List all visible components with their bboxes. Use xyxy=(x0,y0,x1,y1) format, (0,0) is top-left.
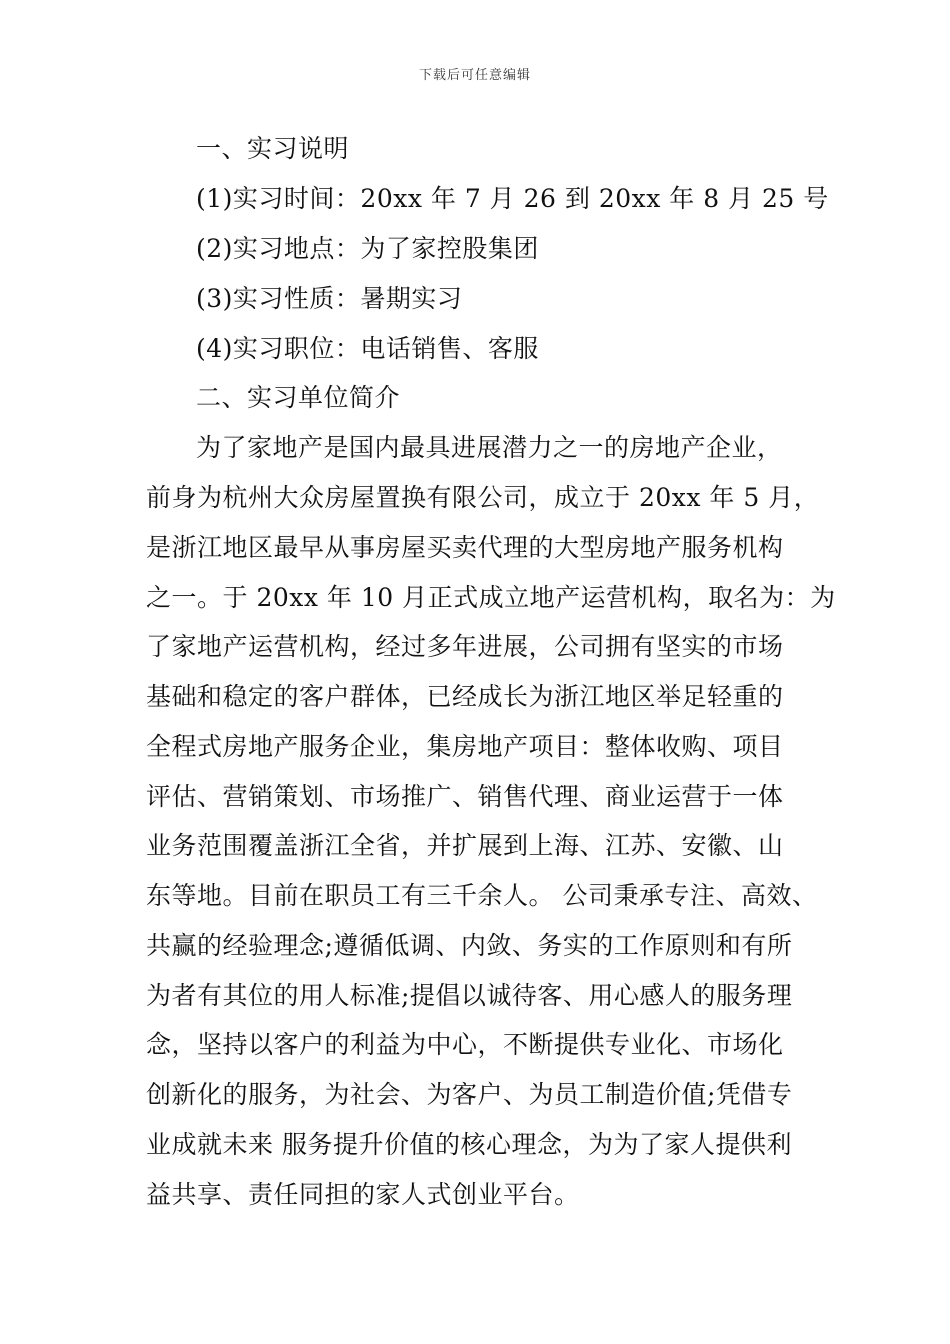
paragraph-line: 为者有其位的用人标准;提倡以诚待客、用心感人的服务理 xyxy=(146,981,793,1010)
paragraph-line: 全程式房地产服务企业，集房地产项目：整体收购、项目 xyxy=(146,732,784,761)
internship-position-line: (4)实习职位：电话销售、客服 xyxy=(196,334,539,363)
section-heading-internship-description: 一、实习说明 xyxy=(196,134,350,163)
paragraph-line: 东等地。目前在职员工有三千余人。 公司秉承专注、高效、 xyxy=(146,881,818,910)
paragraph-line: 基础和稳定的客户群体，已经成长为浙江地区举足轻重的 xyxy=(146,682,784,711)
paragraph-line: 是浙江地区最早从事房屋买卖代理的大型房地产服务机构 xyxy=(146,533,784,562)
section-heading-company-intro: 二、实习单位简介 xyxy=(196,383,401,412)
paragraph-line: 业成就未来 服务提升价值的核心理念，为为了家人提供利 xyxy=(146,1130,792,1159)
internship-location-line: (2)实习地点：为了家控股集团 xyxy=(196,234,539,263)
paragraph-line: 业务范围覆盖浙江全省，并扩展到上海、江苏、安徽、山 xyxy=(146,831,784,860)
internship-time-line: (1)实习时间：20xx 年 7 月 26 到 20xx 年 8 月 25 号 xyxy=(196,184,829,213)
internship-nature-line: (3)实习性质：暑期实习 xyxy=(196,284,463,313)
paragraph-line: 了家地产运营机构，经过多年进展，公司拥有坚实的市场 xyxy=(146,632,784,661)
paragraph-line: 念，坚持以客户的利益为中心，不断提供专业化、市场化 xyxy=(146,1030,784,1059)
paragraph-line: 益共享、责任同担的家人式创业平台。 xyxy=(146,1180,580,1209)
header-note: 下载后可任意编辑 xyxy=(418,68,531,83)
paragraph-line: 为了家地产是国内最具进展潜力之一的房地产企业， xyxy=(196,433,783,462)
paragraph-line: 共赢的经验理念;遵循低调、内敛、务实的工作原则和有所 xyxy=(146,931,793,960)
paragraph-line: 评估、营销策划、市场推广、销售代理、商业运营于一体 xyxy=(146,782,784,811)
paragraph-line: 前身为杭州大众房屋置换有限公司，成立于 20xx 年 5 月， xyxy=(146,483,820,512)
paragraph-line: 之一。于 20xx 年 10 月正式成立地产运营机构，取名为：为 xyxy=(146,583,836,612)
paragraph-line: 创新化的服务，为社会、为客户、为员工制造价值;凭借专 xyxy=(146,1080,793,1109)
